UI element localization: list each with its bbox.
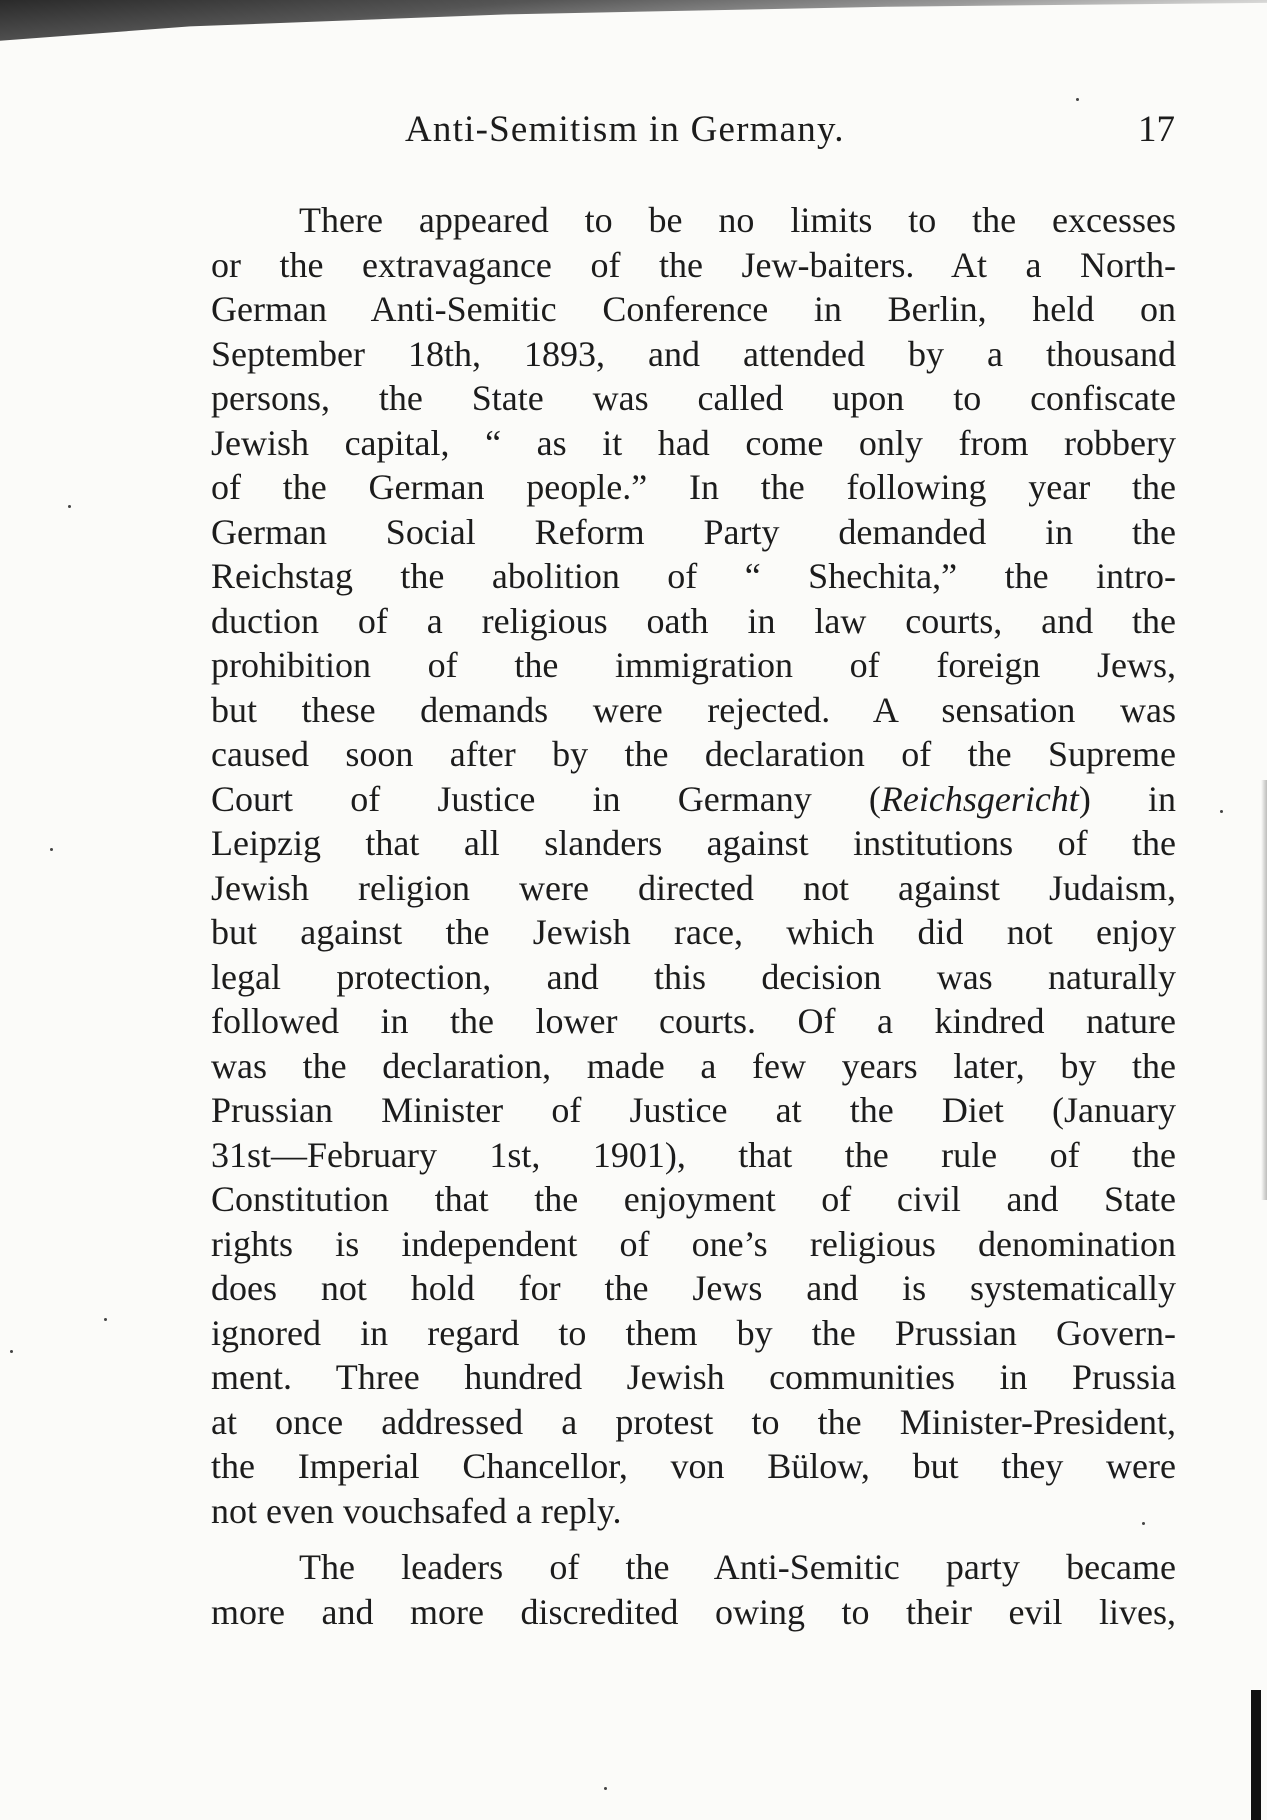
text-line: 31st—February 1st, 1901), that the rule of the — [211, 1134, 1176, 1175]
text-line: German Social Reform Party demanded in the — [211, 511, 1176, 552]
text-line: Jewish religion were directed not against Judaism, — [211, 867, 1176, 908]
text-line: of the German people.” In the following year the — [211, 467, 1176, 507]
body-text — [211, 198, 1176, 1634]
text-line: caused soon after by the declaration of the Supreme — [211, 734, 1176, 774]
text-line: German Anti-Semitic Conference in Berlin, held on — [211, 289, 1176, 329]
paragraph-2 — [211, 1545, 1176, 1634]
text-line: Reichstag the abolition of “ Shechita,” the intro- — [211, 556, 1176, 596]
text-line: does not hold for the Jews and is systematically — [211, 1268, 1176, 1308]
text-line: duction of a religious oath in law courts, and the — [211, 600, 1176, 641]
text-line: ment. Three hundred Jewish communities in Prussia — [211, 1357, 1176, 1397]
text-line: not even vouchsafed a reply. — [211, 1490, 622, 1531]
speck — [104, 1318, 107, 1321]
speck — [1220, 810, 1223, 813]
text-line: There appeared to be no limits to the excesses — [299, 200, 1176, 240]
text-line: prohibition of the immigration of foreign Jews, — [211, 645, 1176, 685]
text-line: Constitution that the enjoyment of civil and State — [211, 1179, 1176, 1219]
text-line: legal protection, and this decision was naturally — [211, 956, 1176, 997]
paragraph-1 — [211, 198, 1176, 1533]
speck — [604, 1787, 607, 1790]
text-line: persons, the State was called upon to confiscate — [211, 378, 1176, 418]
page-number: 17 — [1138, 109, 1175, 150]
text-line: Leipzig that all slanders against institutions of the — [211, 823, 1176, 863]
scan-bottom-mark — [1251, 1690, 1261, 1820]
text-line: at once addressed a protest to the Minister-President, — [211, 1401, 1176, 1442]
text-line: but against the Jewish race, which did not enjoy — [211, 912, 1176, 952]
text-line: ignored in regard to them by the Prussian Govern- — [211, 1312, 1176, 1353]
text-line: rights is independent of one’s religious denomination — [211, 1223, 1176, 1264]
text-line: was the declaration, made a few years later, by the — [211, 1045, 1176, 1086]
text-line: but these demands were rejected. A sensation was — [211, 689, 1176, 730]
scan-top-edge — [0, 0, 1267, 48]
text-segment: Court of Justice in Germany ( — [211, 778, 881, 819]
text-line: The leaders of the Anti-Semitic party became — [299, 1547, 1176, 1587]
text-line: Prussian Minister of Justice at the Diet (January — [211, 1090, 1176, 1130]
text-line: Jewish capital, “ as it had come only from robbery — [211, 422, 1176, 463]
speck — [10, 1350, 13, 1353]
running-head — [405, 108, 1175, 158]
running-title: Anti-Semitism in Germany. — [405, 109, 845, 150]
speck — [68, 505, 71, 508]
text-line: or the extravagance of the Jew-baiters. At a North- — [211, 244, 1176, 285]
speck — [1076, 98, 1079, 101]
paragraph-gap — [211, 1533, 1176, 1545]
text-line-with-italic — [211, 777, 1176, 822]
italic-term: Reichsgericht — [880, 778, 1079, 819]
text-segment: ) in — [1078, 778, 1176, 819]
speck — [50, 848, 53, 851]
text-line: the Imperial Chancellor, von Bülow, but they were — [211, 1446, 1176, 1486]
text-line: more and more discredited owing to their evil lives, — [211, 1591, 1176, 1632]
text-line: followed in the lower courts. Of a kindred nature — [211, 1001, 1176, 1041]
text-line: September 18th, 1893, and attended by a thousand — [211, 333, 1176, 374]
scan-right-shadow — [1261, 780, 1267, 1200]
